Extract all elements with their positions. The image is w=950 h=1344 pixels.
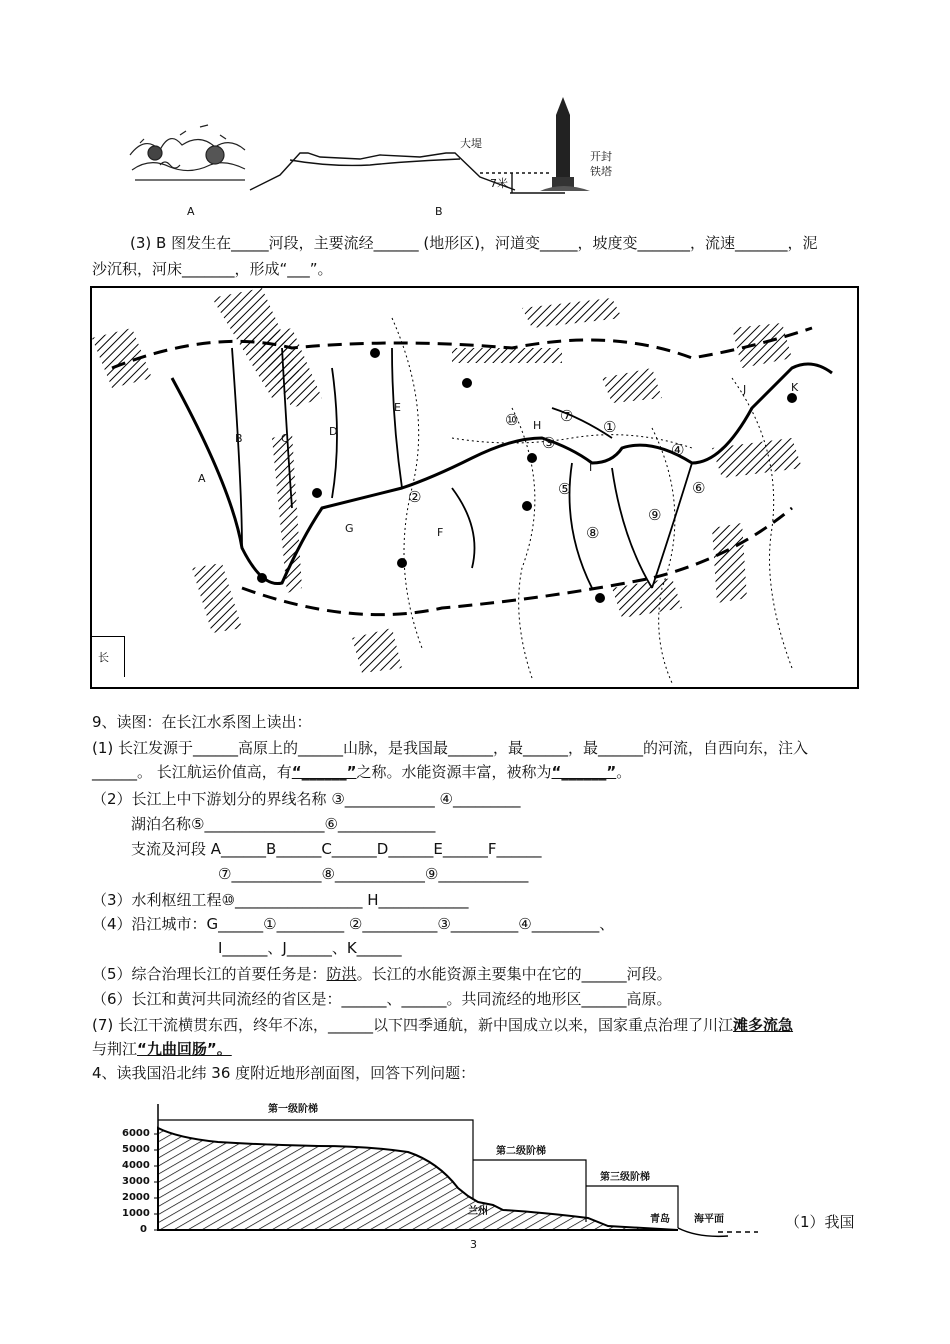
map-number-8: ⑧ bbox=[586, 524, 600, 542]
map-label-d: D bbox=[329, 425, 338, 438]
top-figure-svg bbox=[120, 95, 640, 220]
q9-p1-line2-d: “______” bbox=[551, 763, 617, 781]
step1-label: 第一级阶梯 bbox=[268, 1104, 318, 1115]
q9-p5-b: 防洪 bbox=[326, 965, 357, 983]
top-figure bbox=[120, 95, 640, 220]
map-number-1: ① bbox=[603, 418, 617, 436]
q9-p1-line2 bbox=[92, 762, 631, 782]
map-label-g: G bbox=[345, 522, 354, 535]
q9-p5-c: 。长江的水能资源主要集中在它的______河段。 bbox=[356, 965, 672, 983]
sketch-a bbox=[130, 125, 245, 180]
step2-label: 第二级阶梯 bbox=[496, 1146, 546, 1157]
map-corner-char: 长 bbox=[98, 651, 109, 664]
q9-p2-line4: ⑦____________⑧____________⑨____________ bbox=[218, 865, 529, 883]
q4-title: 4、读我国沿北纬 36 度附近地形剖面图，回答下列问题： bbox=[92, 1064, 476, 1082]
tower-drawing bbox=[540, 97, 590, 191]
q9-title: 9、读图：在长江水系图上读出： bbox=[92, 713, 312, 731]
province-borders bbox=[392, 318, 792, 683]
q3-line1: (3) B 图发生在_____河段，主要流经______ (地形区)，河道变_____，坡度变_______，流速_______，泥 bbox=[130, 234, 818, 252]
city-lanzhou: 兰州 bbox=[468, 1206, 488, 1217]
q9-p4-line1: （4）沿江城市：G______①_________ ②__________③_________④_________、 bbox=[92, 915, 615, 933]
label-a: A bbox=[187, 205, 195, 218]
map-number-10: ⑩ bbox=[505, 411, 519, 429]
map-label-i: I bbox=[589, 461, 593, 474]
map-number-2: ② bbox=[408, 488, 422, 506]
map-number-3: ③ bbox=[542, 434, 556, 452]
q9-p5-a: （5）综合治理长江的首要任务是： bbox=[92, 965, 327, 983]
y-tick-1000: 1000 bbox=[122, 1208, 150, 1219]
q3-line2: 沙沉积，河床_______，形成“___”。 bbox=[92, 260, 333, 278]
yangtze-map-svg bbox=[92, 288, 857, 687]
q9-p3: （3）水利枢纽工程⑩_________________ H____________ bbox=[92, 891, 469, 909]
profile-side-text: （1）我国 bbox=[785, 1213, 855, 1231]
map-corner-box bbox=[92, 636, 125, 677]
q9-p1-line2-b: “______” bbox=[291, 763, 357, 781]
q9-p1-line2-c: 之称。水能资源丰富，被称为 bbox=[356, 763, 552, 781]
page-number: 3 bbox=[470, 1238, 477, 1251]
y-tick-3000: 3000 bbox=[122, 1176, 150, 1187]
map-number-6: ⑥ bbox=[692, 479, 706, 497]
y-tick-5000: 5000 bbox=[122, 1144, 150, 1155]
map-label-b: B bbox=[235, 432, 243, 445]
city-qingdao: 青岛 bbox=[650, 1214, 670, 1225]
q9-p7-line1-b: 滩多流急 bbox=[733, 1016, 794, 1034]
tower-label-2: 铁塔 bbox=[590, 165, 612, 178]
y-tick-0: 0 bbox=[140, 1224, 147, 1235]
map-label-a: A bbox=[198, 472, 206, 485]
step3-label: 第三级阶梯 bbox=[600, 1172, 650, 1183]
label-b: B bbox=[435, 205, 443, 218]
map-number-4: ④ bbox=[671, 441, 685, 459]
map-label-e: E bbox=[394, 401, 401, 414]
height-label: 7米 bbox=[490, 177, 508, 190]
q9-p2-line3: 支流及河段 A______B______C______D______E______F______ bbox=[131, 840, 542, 858]
q9-p5 bbox=[92, 964, 672, 984]
sea-level-label: 海平面 bbox=[694, 1214, 724, 1225]
q9-p4-line2: I______、J______、K______ bbox=[218, 939, 402, 957]
q9-p7-line1 bbox=[92, 1015, 793, 1035]
y-tick-6000: 6000 bbox=[122, 1128, 150, 1139]
q9-p7-line1-a: (7) 长江干流横贯东西，终年不冻，______以下四季通航，新中国成立以来，国家重点治理了川江 bbox=[92, 1016, 734, 1034]
map-label-h: H bbox=[533, 419, 542, 432]
map-label-k: K bbox=[791, 381, 799, 394]
q9-p2-line2: 湖泊名称⑤________________⑥_____________ bbox=[131, 815, 436, 833]
q9-p1-line2-a: ______。 长江航运价值高，有 bbox=[92, 763, 292, 781]
q9-p1-line2-e: 。 bbox=[616, 763, 632, 781]
q9-p2-line1: （2）长江上中下游划分的界线名称 ③____________ ④_________ bbox=[92, 790, 521, 808]
y-tick-4000: 4000 bbox=[122, 1160, 150, 1171]
q9-p7-line2-b: “九曲回肠”。 bbox=[137, 1040, 232, 1058]
y-tick-2000: 2000 bbox=[122, 1192, 150, 1203]
dike-label: 大堤 bbox=[460, 137, 482, 150]
sketch-b bbox=[250, 153, 565, 193]
map-label-c: C bbox=[281, 432, 289, 445]
map-number-9: ⑨ bbox=[648, 506, 662, 524]
map-label-f: F bbox=[437, 526, 444, 539]
terrain-profile bbox=[118, 1100, 758, 1240]
q9-p7-line2 bbox=[92, 1039, 232, 1059]
q9-p1-line1: (1) 长江发源于______高原上的______山脉，是我国最______，最______，最______的河流，自西向东，注入 bbox=[92, 739, 809, 757]
map-label-j: J bbox=[743, 383, 747, 396]
q9-p7-line2-a: 与荆江 bbox=[92, 1040, 138, 1058]
tower-label-1: 开封 bbox=[590, 150, 612, 163]
q9-p6: （6）长江和黄河共同流经的省区是：______、______。共同流经的地形区______高原。 bbox=[92, 990, 672, 1008]
map-number-7: ⑦ bbox=[560, 407, 574, 425]
map-number-5: ⑤ bbox=[558, 480, 572, 498]
yangtze-map bbox=[90, 286, 859, 689]
